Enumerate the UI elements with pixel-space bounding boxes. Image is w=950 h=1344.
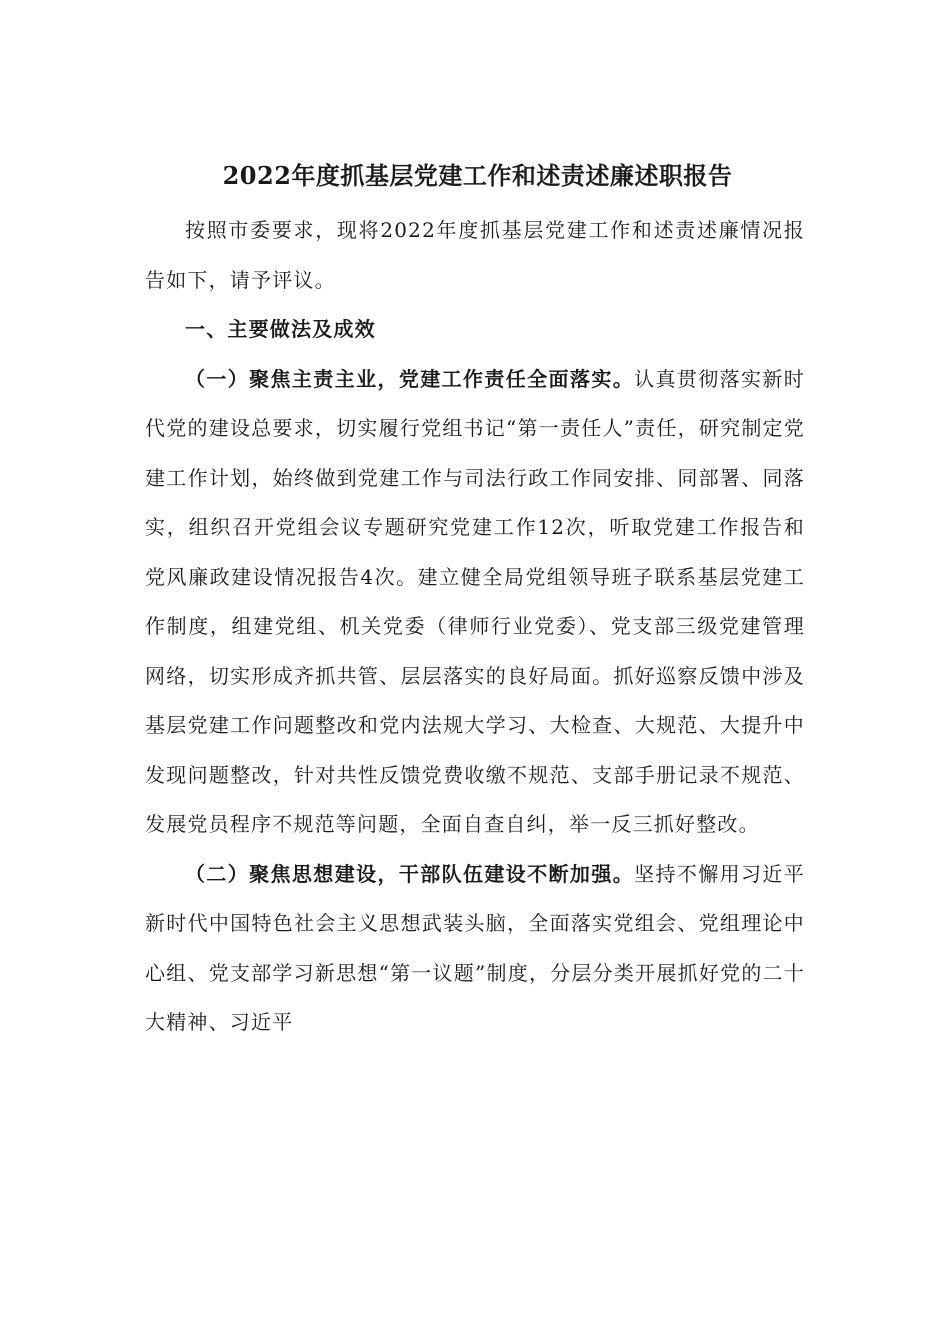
paragraph-2-lead: （二）聚焦思想建设，干部队伍建设不断加强。 bbox=[185, 861, 635, 886]
document-page bbox=[145, 150, 805, 1048]
section-heading: 一、主要做法及成效 bbox=[185, 317, 376, 341]
paragraph-1-body: 认真贯彻落实新时代党的建设总要求，切实履行党组书记“第一责任人”责任，研究制定党建工作计划，始终做到党建工作与司法行政工作同安排、同部署、同落实，组织召开党组会议专题研究党建工作12次，听取党建工作报告和党风廉政建设情况报告4次。建立健全局党组领导班子联系基层党建工作制度，组建党组、机关党委（律师行业党委）、党支部三级党建管理网络，切实形成齐抓共管、层层落实的良好局面。抓好巡察反馈中涉及基层党建工作问题整改和党内法规大学习、大检查、大规范、大提升中发现问题整改，针对共性反馈党费收缴不规范、支部手册记录不规范、发展党员程序不规范等问题，全面自查自纠，举一反三抓好整改。 bbox=[145, 366, 805, 836]
paragraph-2 bbox=[145, 850, 805, 1048]
paragraph-2-body: 坚持不懈用习近平新时代中国特色社会主义思想武装头脑，全面落实党组会、党组理论中心组、党支部学习新思想“第一议题”制度，分层分类开展抓好党的二十大精神、习近平 bbox=[145, 861, 805, 1034]
intro-paragraph: 按照市委要求，现将2022年度抓基层党建工作和述责述廉情况报告如下，请予评议。 bbox=[145, 218, 805, 292]
paragraph-1 bbox=[145, 355, 805, 850]
paragraph-1-lead: （一）聚焦主责主业，党建工作责任全面落实。 bbox=[185, 366, 635, 391]
document-title: 2022年度抓基层党建工作和述责述廉述职报告 bbox=[222, 161, 733, 190]
